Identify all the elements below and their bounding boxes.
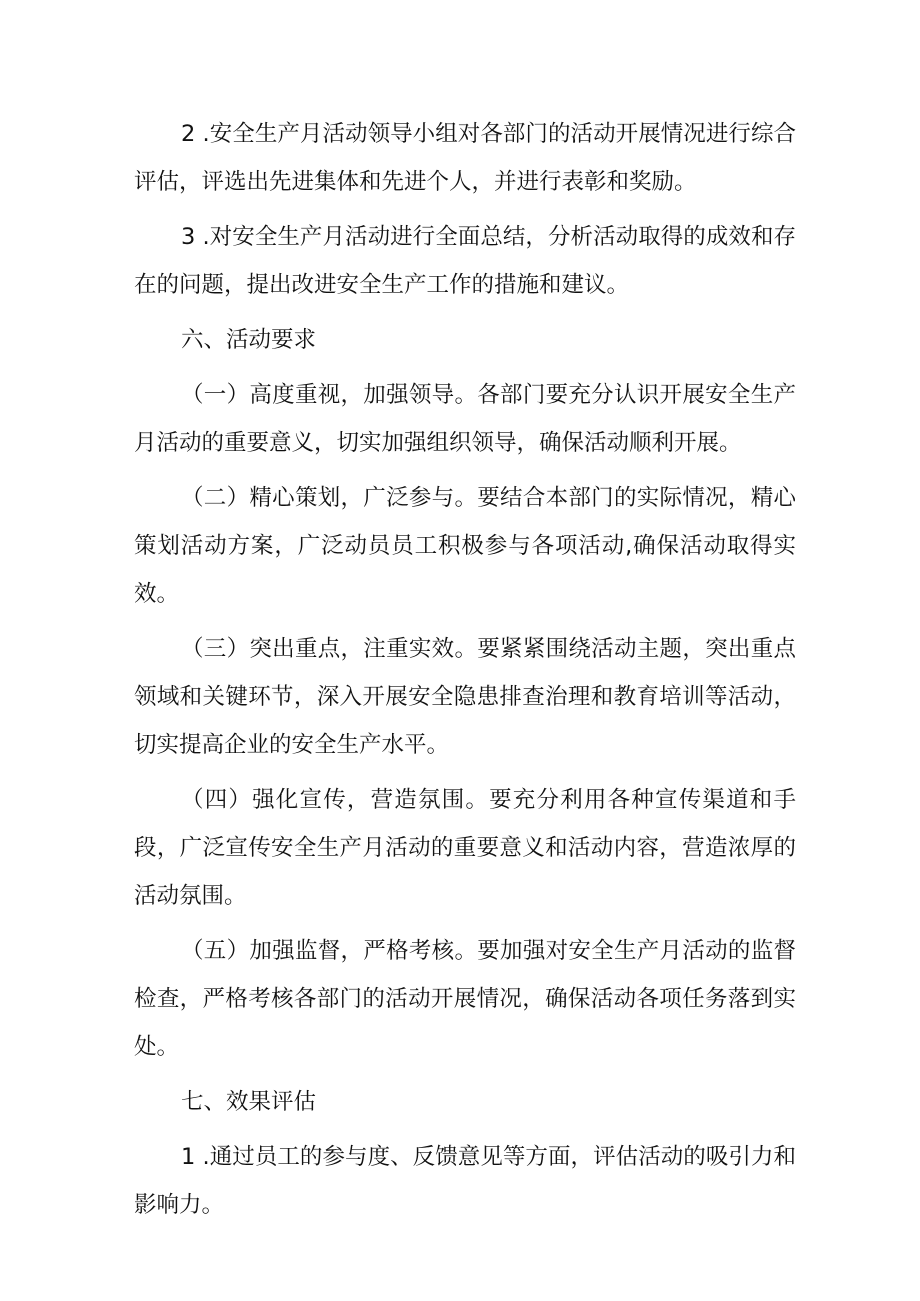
list-item-evaluation-awards: 2 .安全生产月活动领导小组对各部门的活动开展情况进行综合评估，评选出先进集体和先进个人，并进行表彰和奖励。 xyxy=(134,121,796,195)
requirement-1: （一）高度重视，加强领导。各部门要充分认识开展安全生产月活动的重要意义，切实加强组织领导，确保活动顺利开展。 xyxy=(134,382,796,456)
requirement-5: （五）加强监督，严格考核。要加强对安全生产月活动的监督检查，严格考核各部门的活动开展情况，确保活动各项任务落到实处。 xyxy=(134,938,796,1060)
section-heading-effect-evaluation: 七、效果评估 xyxy=(181,1089,317,1115)
list-item-engagement-evaluation: 1 .通过员工的参与度、反馈意见等方面，评估活动的吸引力和影响力。 xyxy=(134,1144,796,1218)
requirement-2: （二）精心策划，广泛参与。要结合本部门的实际情况，精心策划活动方案，广泛动员员工积极参与各项活动,确保活动取得实效。 xyxy=(134,485,796,607)
requirement-3: （三）突出重点，注重实效。要紧紧围绕活动主题，突出重点领域和关键环节，深入开展安全隐患排查治理和教育培训等活动，切实提高企业的安全生产水平。 xyxy=(134,636,796,758)
list-item-summary: 3 .对安全生产月活动进行全面总结，分析活动取得的成效和存在的问题，提出改进安全生产工作的措施和建议。 xyxy=(134,224,796,298)
requirement-4: （四）强化宣传，营造氛围。要充分利用各种宣传渠道和手段，广泛宣传安全生产月活动的重要意义和活动内容，营造浓厚的活动氛围。 xyxy=(134,787,796,909)
document-body xyxy=(134,110,796,1236)
section-heading-requirements: 六、活动要求 xyxy=(181,327,317,353)
